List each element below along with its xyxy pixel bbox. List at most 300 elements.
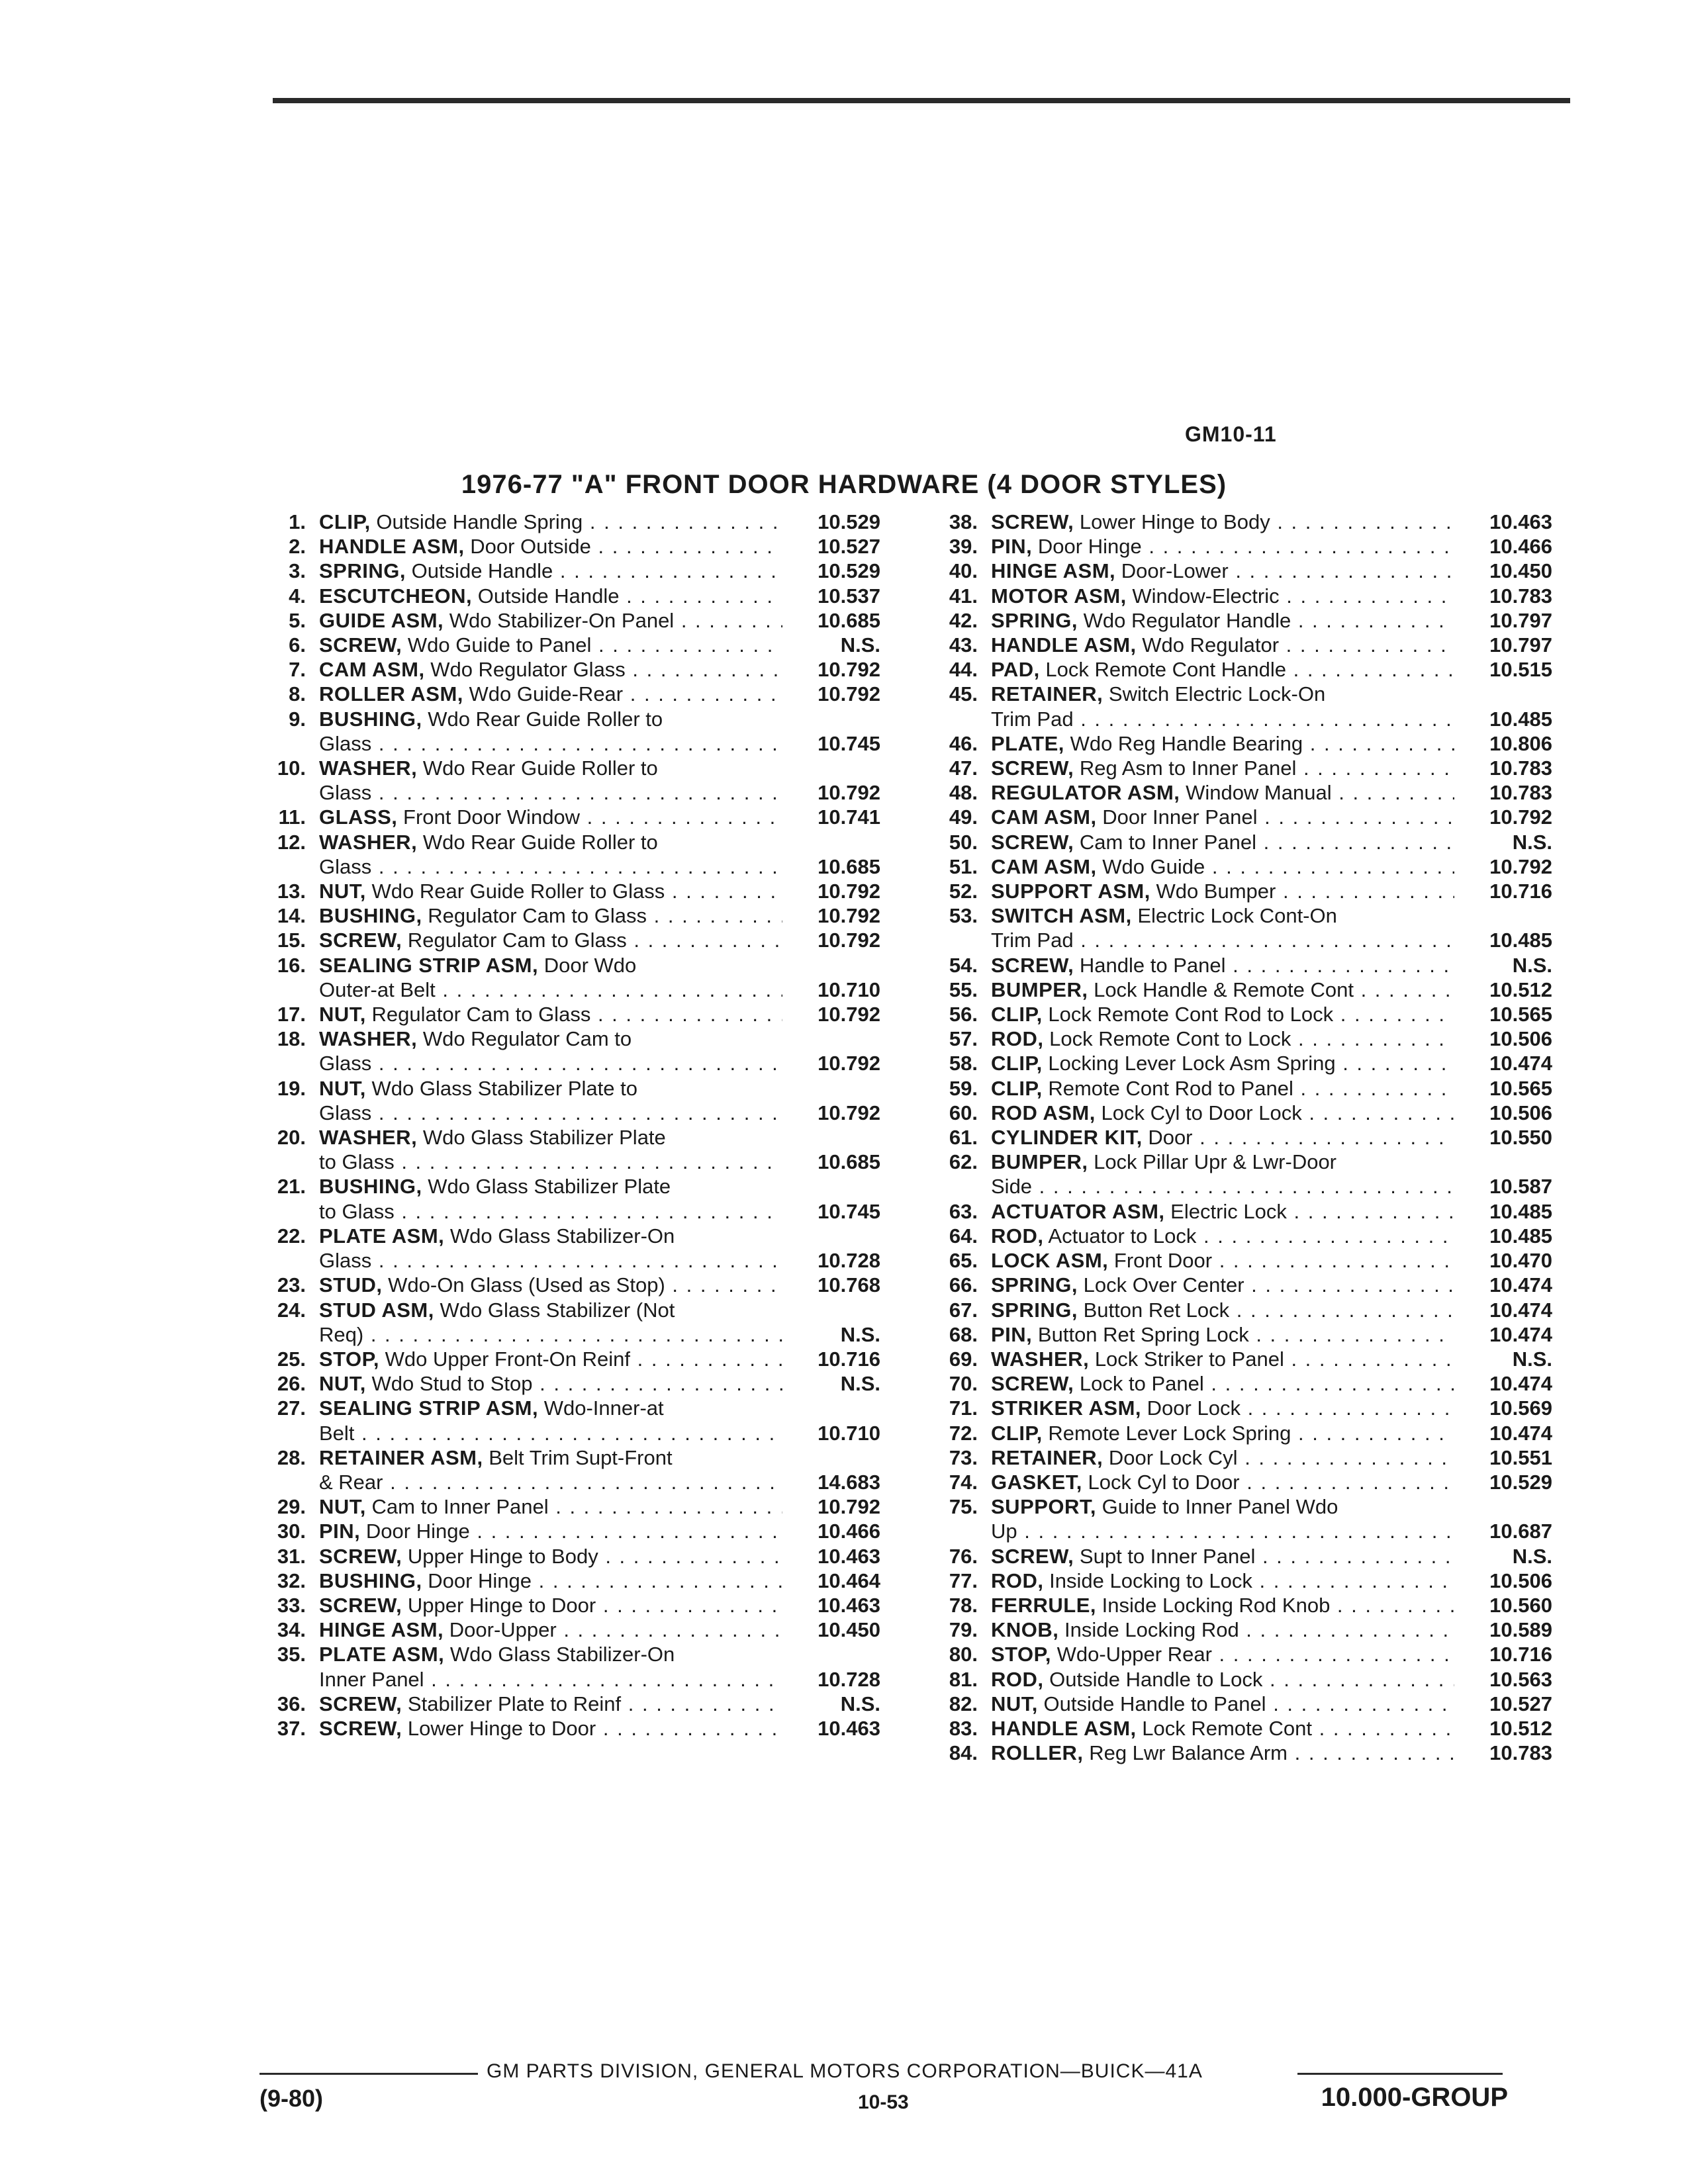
part-entry (258, 1617, 880, 1642)
part-number: 23. (277, 1273, 306, 1297)
part-name: SPRING, (991, 1298, 1078, 1322)
part-description-line (991, 1026, 1454, 1051)
part-entry (258, 830, 880, 879)
part-name: WASHER, (991, 1347, 1090, 1371)
part-reference: 10.783 (1489, 584, 1552, 608)
part-description (319, 682, 782, 706)
part-name: SPRING, (991, 1273, 1078, 1297)
part-detail-continued: Outer-at Belt . . . (319, 978, 782, 1002)
part-description (319, 1569, 782, 1593)
part-detail: Wdo Regulator Handle (1083, 608, 1291, 632)
part-name: WASHER, (319, 830, 418, 854)
part-description (991, 1248, 1454, 1273)
part-reference: 10.792 (818, 929, 880, 952)
part-number: 8. (289, 682, 306, 706)
part-entry (258, 1347, 880, 1371)
part-reference: 10.783 (1489, 781, 1552, 805)
part-description-line (991, 1125, 1454, 1150)
footer-rule-right (1297, 2073, 1503, 2075)
part-number: 18. (277, 1027, 306, 1051)
part-number: 40. (949, 559, 978, 583)
part-reference: 10.792 (818, 781, 880, 805)
footer-organization: GM PARTS DIVISION, GENERAL MOTORS CORPORATION—BUICK—41A (487, 2060, 1203, 2082)
part-description (991, 584, 1454, 608)
part-description (991, 1445, 1454, 1470)
part-detail: Lower Hinge to Body (1079, 510, 1270, 533)
part-description (319, 1445, 782, 1494)
part-entry (930, 1051, 1552, 1075)
part-description-line (991, 1445, 1454, 1470)
part-name: ROD, (991, 1667, 1044, 1691)
part-number: 71. (949, 1396, 978, 1420)
part-entry (930, 1248, 1552, 1273)
part-description-line (991, 978, 1454, 1002)
part-detail: Door-Lower (1121, 559, 1229, 583)
part-description (319, 1026, 782, 1075)
part-description-line (319, 1371, 782, 1396)
part-description-line (991, 1494, 1454, 1519)
part-number: 67. (949, 1298, 978, 1322)
part-detail-continued: Glass . . . (319, 1101, 782, 1125)
part-detail: Lock Remote Cont to Lock (1049, 1027, 1291, 1051)
part-reference: 10.728 (818, 1249, 880, 1273)
part-entry (930, 1667, 1552, 1692)
part-number: 48. (949, 781, 978, 805)
part-entry (930, 1224, 1552, 1248)
part-description-line (991, 1642, 1454, 1666)
part-description-line (319, 1544, 782, 1569)
part-number: 31. (277, 1544, 306, 1568)
part-detail: Handle to Panel (1079, 953, 1226, 977)
part-detail: Wdo Glass Stabilizer Plate (422, 1126, 666, 1150)
part-name: RETAINER, (991, 682, 1103, 706)
part-detail-continued: Glass . . . (319, 854, 782, 879)
part-number: 62. (949, 1150, 978, 1174)
part-reference: 10.716 (818, 1347, 880, 1371)
part-detail: Wdo Reg Handle Bearing (1070, 731, 1303, 755)
part-detail: Button Ret Lock (1083, 1298, 1230, 1322)
part-name: PIN, (319, 1520, 361, 1543)
top-rule (273, 98, 1570, 103)
part-entry (258, 903, 880, 928)
part-detail: Door Hinge (365, 1520, 470, 1543)
part-entry (930, 584, 1552, 608)
part-description (319, 879, 782, 903)
part-description-line (991, 584, 1454, 608)
part-detail-continued: Inner Panel . . . (319, 1667, 782, 1692)
part-number: 46. (949, 731, 978, 755)
part-reference: 10.792 (818, 1101, 880, 1124)
part-reference: 10.563 (1489, 1667, 1552, 1691)
part-name: HINGE ASM, (319, 1618, 444, 1642)
part-description (319, 1298, 782, 1347)
part-detail: Lock Striker to Panel (1094, 1347, 1284, 1371)
part-reference: N.S. (840, 633, 880, 657)
part-number: 27. (277, 1396, 306, 1420)
part-name: RETAINER, (991, 1445, 1103, 1469)
part-description-line (319, 1494, 782, 1519)
part-detail: Wdo Glass Stabilizer-On (449, 1643, 675, 1666)
part-description-line (991, 1544, 1454, 1569)
part-reference: 10.515 (1489, 658, 1552, 682)
part-name: NUT, (319, 1372, 366, 1396)
part-name: SCREW, (991, 1372, 1074, 1396)
part-detail: Door Lock Cyl (1108, 1445, 1238, 1469)
part-number: 38. (949, 510, 978, 533)
part-entry (930, 731, 1552, 756)
part-number: 12. (277, 830, 306, 854)
part-name: NUT, (319, 1003, 366, 1026)
part-reference: 10.474 (1489, 1421, 1552, 1445)
part-number: 4. (289, 584, 306, 608)
part-name: ROLLER, (991, 1741, 1084, 1765)
part-description (991, 510, 1454, 534)
part-entry (258, 1716, 880, 1741)
part-description-line (991, 1101, 1454, 1125)
part-name: CLIP, (991, 1052, 1043, 1075)
part-reference: 10.474 (1489, 1372, 1552, 1396)
part-detail: Wdo Regulator Glass (430, 658, 626, 682)
part-number: 76. (949, 1544, 978, 1568)
part-description (319, 1617, 782, 1642)
part-detail: Lock Cyl to Door Lock (1101, 1101, 1302, 1124)
part-description (991, 1051, 1454, 1075)
part-description-line (991, 1322, 1454, 1347)
part-entry (930, 682, 1552, 731)
part-number: 50. (949, 830, 978, 854)
part-entry (258, 805, 880, 829)
part-detail: Reg Lwr Balance Arm (1089, 1741, 1288, 1765)
part-detail: Outside Handle (477, 584, 620, 608)
part-number: 81. (949, 1667, 978, 1691)
part-reference: 14.683 (818, 1470, 880, 1494)
part-description-line (319, 928, 782, 952)
part-description-line (991, 1716, 1454, 1741)
part-number: 17. (277, 1003, 306, 1026)
part-entry (258, 534, 880, 559)
part-entry (930, 830, 1552, 854)
part-detail: Regulator Cam to Glass (428, 904, 647, 928)
part-detail: Wdo-Upper Rear (1056, 1643, 1212, 1666)
part-description-line (991, 608, 1454, 633)
part-reference: N.S. (840, 1692, 880, 1715)
part-description-line (319, 1692, 782, 1716)
part-reference: 10.792 (818, 1052, 880, 1075)
part-entry (258, 756, 880, 805)
part-reference: 10.485 (1489, 929, 1552, 952)
part-detail: Outside Handle to Lock (1049, 1667, 1263, 1691)
part-description-line (319, 756, 782, 780)
part-name: SEALING STRIP ASM, (319, 1396, 539, 1420)
part-description (991, 559, 1454, 583)
part-entry (930, 805, 1552, 829)
part-detail: Door Outside (470, 535, 591, 559)
part-description-line (319, 1396, 782, 1420)
part-reference: 10.792 (818, 880, 880, 903)
part-number: 26. (277, 1372, 306, 1396)
part-reference: 10.470 (1489, 1249, 1552, 1273)
part-detail-continued: Req) . . . (319, 1322, 782, 1347)
part-reference: 10.745 (818, 1199, 880, 1223)
part-description-line (991, 1002, 1454, 1026)
part-description (991, 1101, 1454, 1125)
part-number: 32. (277, 1569, 306, 1592)
part-description-line (319, 559, 782, 583)
part-reference: 10.474 (1489, 1298, 1552, 1322)
part-description-line (991, 1470, 1454, 1494)
part-name: CYLINDER KIT, (991, 1126, 1143, 1150)
part-detail: Outside Handle to Panel (1043, 1692, 1266, 1715)
part-number: 35. (277, 1643, 306, 1666)
part-entry (930, 1544, 1552, 1569)
part-number: 34. (277, 1618, 306, 1642)
part-reference: 10.551 (1489, 1445, 1552, 1469)
part-reference: 10.506 (1489, 1569, 1552, 1592)
part-name: HANDLE ASM, (319, 535, 465, 559)
part-description (991, 903, 1454, 952)
part-number: 57. (949, 1027, 978, 1051)
part-description-line (991, 879, 1454, 903)
part-detail: Wdo Guide to Panel (407, 633, 592, 657)
part-description-line (991, 854, 1454, 879)
part-name: PAD, (991, 658, 1040, 682)
part-name: ROD, (991, 1224, 1044, 1248)
part-number: 61. (949, 1126, 978, 1150)
part-description (991, 854, 1454, 879)
part-entry (930, 1002, 1552, 1026)
part-entry (930, 903, 1552, 952)
part-description (319, 1519, 782, 1543)
part-reference: N.S. (1512, 953, 1552, 977)
part-entry (258, 1125, 880, 1174)
part-number: 9. (289, 707, 306, 731)
part-reference: 10.529 (818, 559, 880, 583)
part-number: 56. (949, 1003, 978, 1026)
part-reference: 10.741 (818, 805, 880, 829)
part-name: ROLLER ASM, (319, 682, 463, 706)
part-entry (930, 1150, 1552, 1199)
part-number: 47. (949, 756, 978, 780)
part-name: SCREW, (991, 1544, 1074, 1568)
part-name: CLIP, (319, 510, 371, 533)
part-description-line (991, 1199, 1454, 1224)
parts-list-left (258, 510, 880, 1741)
part-name: SCREW, (319, 633, 402, 657)
part-description (319, 1642, 782, 1691)
part-entry (258, 879, 880, 903)
part-entry (930, 1347, 1552, 1371)
part-description (991, 1667, 1454, 1692)
part-entry (930, 1470, 1552, 1494)
part-number: 29. (277, 1495, 306, 1519)
part-number: 10. (277, 756, 306, 780)
part-description (319, 534, 782, 559)
part-detail-continued: to Glass . . . (319, 1150, 782, 1174)
part-entry (258, 510, 880, 534)
part-detail: Wdo-Inner-at (543, 1396, 664, 1420)
part-entry (930, 1642, 1552, 1666)
part-number: 44. (949, 658, 978, 682)
part-number: 1. (289, 510, 306, 533)
part-detail: Inside Locking Rod (1064, 1618, 1239, 1642)
part-entry (258, 1174, 880, 1223)
part-detail: Window-Electric (1132, 584, 1280, 608)
part-reference: 10.716 (1489, 1643, 1552, 1666)
part-detail: Inside Locking Rod Knob (1102, 1593, 1331, 1617)
part-description (991, 1692, 1454, 1716)
part-number: 42. (949, 608, 978, 632)
part-detail: Door Wdo (543, 953, 637, 977)
part-reference: N.S. (840, 1372, 880, 1396)
part-description (991, 608, 1454, 633)
part-number: 24. (277, 1298, 306, 1322)
part-description (991, 1716, 1454, 1741)
part-detail: Wdo Guide (1102, 854, 1205, 878)
part-description (991, 1347, 1454, 1371)
part-entry (258, 1692, 880, 1716)
part-description (319, 608, 782, 633)
part-reference: 10.792 (1489, 805, 1552, 829)
part-name: CAM ASM, (991, 805, 1097, 829)
part-description (991, 1322, 1454, 1347)
part-name: WASHER, (319, 1027, 418, 1051)
part-number: 30. (277, 1520, 306, 1543)
part-detail: Wdo Glass Stabilizer-On (449, 1224, 675, 1248)
part-description (991, 1741, 1454, 1765)
part-name: PLATE ASM, (319, 1224, 445, 1248)
part-name: SCREW, (319, 1593, 402, 1617)
part-description-line (319, 584, 782, 608)
part-name: STUD, (319, 1273, 383, 1297)
part-number: 52. (949, 880, 978, 903)
part-number: 51. (949, 854, 978, 878)
part-detail: Wdo Glass Stabilizer Plate (428, 1175, 671, 1199)
part-reference: 10.710 (818, 978, 880, 1001)
part-detail: Lock Remote Cont Rod to Lock (1048, 1003, 1334, 1026)
part-number: 37. (277, 1716, 306, 1740)
part-entry (258, 1569, 880, 1593)
part-number: 70. (949, 1372, 978, 1396)
part-entry (258, 1298, 880, 1347)
part-entry (930, 1026, 1552, 1051)
footer-group: 10.000-GROUP (1321, 2083, 1508, 2112)
part-description (991, 1002, 1454, 1026)
part-name: SCREW, (319, 1716, 402, 1740)
part-entry (258, 608, 880, 633)
part-description (991, 1224, 1454, 1248)
part-number: 66. (949, 1273, 978, 1297)
part-detail: Front Door (1113, 1249, 1213, 1273)
part-description (319, 559, 782, 583)
part-description (991, 1642, 1454, 1666)
part-detail-continued: & Rear . . . (319, 1470, 782, 1494)
part-description (319, 1002, 782, 1026)
part-description (991, 1150, 1454, 1199)
part-reference: 10.792 (818, 658, 880, 682)
part-number: 58. (949, 1052, 978, 1075)
part-number: 49. (949, 805, 978, 829)
part-detail: Stabilizer Plate to Reinf (407, 1692, 622, 1715)
part-entry (930, 633, 1552, 657)
part-name: ROD ASM, (991, 1101, 1096, 1124)
part-name: SCREW, (991, 953, 1074, 977)
part-number: 5. (289, 608, 306, 632)
part-reference: 10.450 (818, 1618, 880, 1642)
part-detail: Window Manual (1186, 781, 1332, 805)
part-description-line (319, 1298, 782, 1322)
part-entry (930, 657, 1552, 682)
part-name: KNOB, (991, 1618, 1059, 1642)
part-reference: 10.464 (818, 1569, 880, 1592)
part-description-line (991, 1347, 1454, 1371)
part-number: 14. (277, 904, 306, 928)
part-reference: 10.529 (818, 510, 880, 533)
part-number: 75. (949, 1495, 978, 1519)
part-number: 45. (949, 682, 978, 706)
part-name: ROD, (991, 1569, 1044, 1592)
part-description (991, 633, 1454, 657)
part-name: GLASS, (319, 805, 398, 829)
part-entry (258, 1445, 880, 1494)
part-detail-continued: to Glass . . . (319, 1199, 782, 1224)
part-number: 60. (949, 1101, 978, 1124)
part-reference: 10.529 (1489, 1470, 1552, 1494)
part-name: HINGE ASM, (991, 559, 1116, 583)
part-description-line (991, 903, 1454, 928)
part-entry (930, 1593, 1552, 1617)
part-description (319, 633, 782, 657)
part-detail: Door-Upper (449, 1618, 557, 1642)
part-number: 54. (949, 953, 978, 977)
part-entry (930, 1076, 1552, 1101)
part-reference: 10.589 (1489, 1618, 1552, 1642)
part-number: 69. (949, 1347, 978, 1371)
part-description (319, 1224, 782, 1273)
part-description-line (319, 903, 782, 928)
part-detail: Wdo Rear Guide Roller to (422, 756, 658, 780)
part-description (319, 1396, 782, 1445)
part-name: HANDLE ASM, (991, 1716, 1137, 1740)
part-entry (258, 928, 880, 952)
part-detail: Door Lock (1147, 1396, 1241, 1420)
part-detail: Wdo-On Glass (Used as Stop) (388, 1273, 665, 1297)
part-number: 33. (277, 1593, 306, 1617)
part-detail: Wdo Glass Stabilizer Plate to (371, 1076, 637, 1100)
part-entry (930, 1741, 1552, 1765)
part-description (319, 1692, 782, 1716)
part-entry (258, 1273, 880, 1297)
part-detail: Lower Hinge to Door (407, 1716, 596, 1740)
part-description-line (319, 633, 782, 657)
part-detail: Wdo Regulator Cam to (422, 1027, 632, 1051)
footer-page-number: 10-53 (858, 2091, 909, 2113)
part-number: 41. (949, 584, 978, 608)
part-reference: 10.506 (1489, 1101, 1552, 1124)
part-description (319, 1076, 782, 1125)
part-reference: 10.512 (1489, 1716, 1552, 1740)
part-description-line (991, 1298, 1454, 1322)
part-entry (930, 1569, 1552, 1593)
part-description (319, 707, 782, 756)
part-description (991, 1371, 1454, 1396)
part-reference: 10.745 (818, 731, 880, 755)
part-name: BUSHING, (319, 1569, 422, 1592)
part-number: 79. (949, 1618, 978, 1642)
part-description-line (991, 633, 1454, 657)
part-name: PIN, (991, 1322, 1033, 1346)
part-entry (930, 510, 1552, 534)
part-description-line (991, 1741, 1454, 1765)
